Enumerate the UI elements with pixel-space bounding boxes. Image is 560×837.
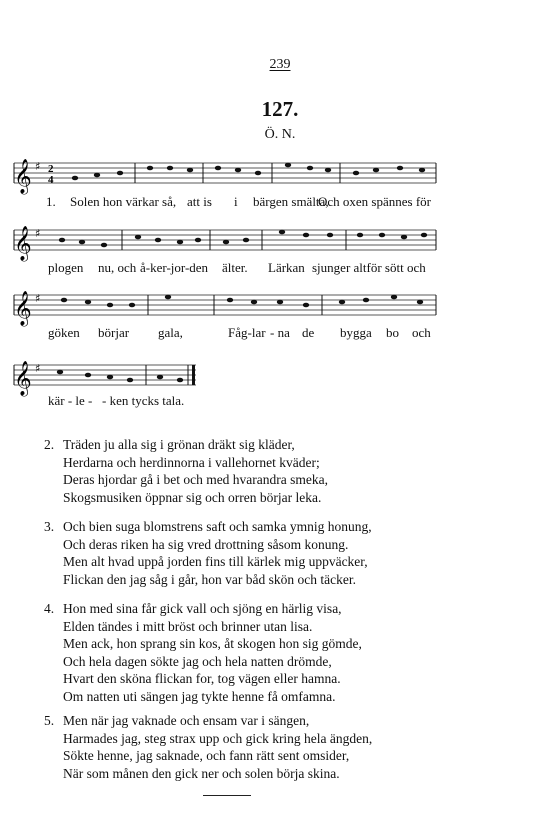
verse-line: Och deras riken ha sig vred drottning såsom konung. — [63, 536, 349, 552]
lyric-syllable: gala, — [158, 325, 183, 340]
verse-line: Träden ju alla sig i grönan dräkt sig kläder, — [63, 437, 295, 452]
note-head — [85, 373, 91, 378]
note-head — [157, 375, 163, 380]
treble-clef-icon: 𝄞 — [14, 226, 32, 261]
note-head — [61, 298, 67, 303]
music-staff-2 — [0, 222, 560, 262]
verse-line: Elden tändes i mitt bröst och brinner utan lisa. — [63, 618, 313, 634]
lyric-line-4 — [0, 393, 560, 409]
verse-line: Men ack, hon sprang sin kos, åt skogen hon sig gömde, — [63, 636, 362, 651]
lyric-syllable: å-ker-jor-den — [140, 260, 209, 275]
note-head — [339, 300, 345, 305]
note-head — [277, 300, 283, 305]
note-head — [127, 378, 133, 383]
note-head — [363, 298, 369, 303]
lyric-syllable: och — [412, 325, 431, 340]
lyric-syllable: bärgen smälta, — [253, 194, 329, 209]
note-head — [167, 166, 173, 171]
note-head — [177, 240, 183, 245]
page-number: 239 — [269, 57, 291, 72]
note-head — [419, 168, 425, 173]
stanza-number: 5. — [44, 713, 55, 728]
song-source: Ö. N. — [264, 127, 296, 142]
sharp-icon: ♯ — [35, 362, 41, 375]
note-head — [307, 166, 313, 171]
music-staff-1 — [0, 155, 560, 195]
note-head — [165, 295, 171, 300]
treble-clef-icon: 𝄞 — [14, 361, 32, 396]
lyric-line-1 — [0, 194, 560, 210]
note-head — [255, 171, 261, 176]
sharp-icon: ♯ — [35, 227, 41, 240]
verse-line: Och hela dagen sökte jag och hela natten drömde, — [63, 653, 332, 669]
note-head — [72, 176, 78, 181]
final-barline — [192, 365, 195, 385]
note-head — [227, 298, 233, 303]
note-head — [57, 370, 63, 375]
note-head — [391, 295, 397, 300]
note-head — [417, 300, 423, 305]
note-head — [421, 233, 427, 238]
stanza-3 — [44, 518, 524, 588]
verse-line: Deras hjordar gå i bet och med hvarandra smeka, — [63, 472, 329, 487]
treble-clef-icon: 𝄞 — [14, 291, 32, 326]
stanza-4 — [44, 600, 524, 705]
music-staff-3 — [0, 287, 560, 327]
lyric-syllable: nu, och — [98, 260, 137, 275]
note-head — [303, 303, 309, 308]
note-head — [303, 233, 309, 238]
end-rule-divider — [203, 795, 251, 796]
note-head — [373, 168, 379, 173]
note-head — [85, 300, 91, 305]
sharp-icon: ♯ — [35, 292, 41, 305]
song-number: 127. — [261, 97, 299, 121]
note-head — [107, 303, 113, 308]
note-head — [325, 168, 331, 173]
verse-line: Om natten uti sängen jag tykte henne få omfamna. — [63, 688, 336, 704]
note-head — [397, 166, 403, 171]
verse-line: Flickan den jag såg i går, hon var båd skön och täcker. — [63, 571, 356, 587]
time-signature-bottom: 4 — [48, 174, 54, 186]
note-head — [129, 303, 135, 308]
lyric-syllable: Lärkan — [268, 260, 305, 275]
verse-line: Men alt hvad uppå jorden fins till kärlek mig uppväcker, — [63, 554, 368, 569]
stanza-number: 4. — [44, 601, 55, 616]
note-head — [147, 166, 153, 171]
verse-line: Hvart den sköna flickan for, tog vägen eller hamna. — [63, 671, 341, 686]
stanza-2 — [44, 436, 524, 506]
verse-line: Men när jag vaknade och ensam var i sängen, — [63, 713, 310, 728]
note-head — [401, 235, 407, 240]
verse-line: Herdarna och herdinnorna i vallehornet kväder; — [63, 454, 320, 470]
verse-line: Sökte henne, jag saknade, och fann rätt sent omsider, — [63, 748, 350, 763]
note-head — [357, 233, 363, 238]
lyric-syllable: Och oxen spännes för — [318, 194, 431, 209]
lyric-syllable: att is — [187, 194, 212, 209]
lyric-line-2 — [0, 260, 560, 276]
lyric-syllable: - na — [270, 325, 290, 340]
lyric-syllable: kär - le - — [48, 393, 93, 408]
verse-line: Hon med sina får gick vall och sjöng en härlig visa, — [63, 601, 342, 616]
note-head — [215, 166, 221, 171]
note-head — [243, 238, 249, 243]
lyric-syllable: Solen hon värkar så, — [70, 194, 177, 209]
stanza-number: 3. — [44, 519, 55, 534]
lyric-syllable: de — [302, 325, 315, 340]
note-head — [79, 240, 85, 245]
note-head — [195, 238, 201, 243]
lyric-syllable: älter. — [222, 260, 248, 275]
lyric-syllable: Fåg-lar — [228, 325, 266, 340]
lyric-line-3 — [0, 325, 560, 341]
treble-clef-icon: 𝄞 — [14, 159, 32, 194]
note-head — [101, 243, 107, 248]
lyric-syllable: börjar — [98, 325, 130, 340]
lyric-syllable: göken — [48, 325, 80, 340]
verse-line: Harmades jag, steg strax upp och gick kring hela ängden, — [63, 730, 373, 746]
lyric-syllable: bo — [386, 325, 399, 340]
note-head — [285, 163, 291, 168]
time-signature-top: 2 — [48, 163, 54, 175]
note-head — [155, 238, 161, 243]
note-head — [353, 171, 359, 176]
lyric-syllable: - ken tycks tala. — [102, 393, 185, 408]
note-head — [251, 300, 257, 305]
note-head — [59, 238, 65, 243]
lyric-syllable: i — [234, 194, 238, 209]
note-head — [235, 168, 241, 173]
note-head — [107, 375, 113, 380]
verse-line: Skogsmusiken öppnar sig och orren börjar leka. — [63, 489, 322, 505]
verse-line: När som månen den gick ner och solen börja skina. — [63, 765, 340, 781]
verse-line: Och bien suga blomstrens saft och samka ymnig honung, — [63, 519, 372, 534]
note-head — [94, 173, 100, 178]
lyric-syllable: plogen — [48, 260, 84, 275]
music-staff-4 — [0, 357, 560, 397]
note-head — [379, 233, 385, 238]
note-head — [177, 378, 183, 383]
note-head — [279, 230, 285, 235]
note-head — [223, 240, 229, 245]
lyric-syllable: sjunger altför sött och — [312, 260, 426, 275]
stanza-5 — [44, 712, 524, 782]
note-head — [187, 168, 193, 173]
sharp-icon: ♯ — [35, 160, 41, 173]
stanza-number: 2. — [44, 437, 55, 452]
lyric-syllable: bygga — [340, 325, 372, 340]
note-head — [135, 235, 141, 240]
note-head — [327, 233, 333, 238]
note-head — [117, 171, 123, 176]
lyric-syllable: 1. — [46, 194, 56, 209]
